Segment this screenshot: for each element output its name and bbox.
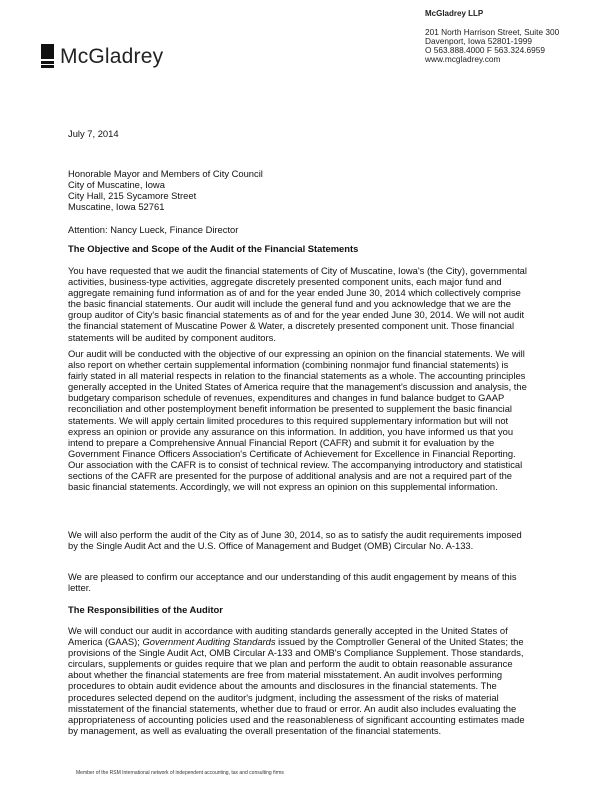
attention-line: Attention: Nancy Lueck, Finance Director — [68, 224, 239, 235]
text-line — [68, 636, 566, 647]
text-line: sections of the CAFR are presented for the purpose of additional analysis and are not a required part of the — [68, 470, 513, 482]
letter-date: July 7, 2014 — [68, 128, 119, 139]
text-line: also report on whether certain supplemental information (combining nonmajor fund financial statements) is — [68, 359, 509, 371]
text-line: statements will be audited by component auditors. — [68, 331, 276, 343]
recipient-line: City of Muscatine, Iowa — [68, 179, 165, 191]
text-segment: America (GAAS); — [68, 636, 143, 648]
paragraph — [68, 265, 566, 343]
text-line: We will conduct our audit in accordance with auditing standards generally accepted in the United States of — [68, 625, 508, 636]
paragraph — [68, 571, 566, 593]
text-line: statements. We will apply certain limited procedures to this required supplementary information but will not — [68, 414, 509, 426]
text-line: procedures selected depend on the auditor's judgment, including the assessment of the risks of material — [68, 691, 499, 703]
recipient-line: City Hall, 215 Sycamore Street — [68, 190, 197, 202]
text-line: fairly stated in all material respects in relation to the financial statements as a whole. The accounting principles — [68, 370, 526, 382]
text-line: procedures to obtain audit evidence about the amounts and disclosures in the financial statements. The — [68, 680, 497, 692]
recipient-line: Muscatine, Iowa 52761 — [68, 201, 165, 213]
text-line: misstatement of the financial statements, whether due to fraud or error. An audit also includes evaluating the — [68, 702, 517, 714]
firm-name: McGladrey LLP — [425, 9, 484, 18]
text-line: by management, as well as evaluating the overall presentation of the financial statements. — [68, 724, 442, 736]
address-line: Davenport, Iowa 52801-1999 — [425, 36, 533, 46]
text-line: reconciliation and other postemployment benefit information be presented to supplement the basic financial — [68, 403, 513, 415]
paragraph — [68, 529, 566, 551]
text-line: We are pleased to confirm our acceptance and our understanding of this audit engagement by means of this — [68, 571, 517, 582]
text-line: Our audit will be conducted with the objective of our expressing an opinion on the financial statements. We will — [68, 348, 525, 359]
text-line: appropriateness of accounting policies used and the reasonableness of significant accounting estimates made — [68, 713, 525, 725]
logo-text: McGladrey — [60, 45, 164, 68]
text-line: basic financial statements. Accordingly, we will not express an opinion on this supplemental information. — [68, 481, 498, 493]
section-heading-responsibilities: The Responsibilities of the Auditor — [68, 604, 223, 615]
text-line: by the Single Audit Act and the U.S. Office of Management and Budget (OMB) Circular No. A-133. — [68, 540, 474, 552]
text-line: Our association with the CAFR is to consist of technical review. The accompanying introductory and statistical — [68, 458, 523, 470]
text-line: We will also perform the audit of the City as of June 30, 2014, so as to satisfy the audit requirements imposed — [68, 529, 522, 540]
italic-title: Government Auditing Standards — [142, 636, 276, 648]
text-line: aggregate remaining fund information as of and for the year ended June 30, 2014 which collectively comprise — [68, 287, 521, 299]
text-line: express an opinion or provide any assurance on this information. In addition, you have informed us that you — [68, 425, 514, 437]
text-line: the basic financial statements. Our audit will include the general fund and you acknowledge that we are the — [68, 298, 511, 310]
recipient-line: Honorable Mayor and Members of City Council — [68, 168, 263, 179]
text-line: activities, business-type activities, aggregate discretely presented component units, each major fund and — [68, 276, 502, 288]
address-line: 201 North Harrison Street, Suite 300 — [425, 27, 560, 37]
text-line: provisions of the Single Audit Act, OMB Circular A-133 and OMB's Compliance Supplement. Those standards, — [68, 647, 524, 659]
firm-address — [425, 28, 559, 64]
logo-mark-icon — [41, 44, 54, 68]
text-line: about whether the financial statements are free from material misstatement. An audit involves performing — [68, 669, 503, 681]
paragraph — [68, 625, 566, 736]
text-line: Government Finance Officers Association's Certificate of Achievement for Excellence in Financial Reporting. — [68, 447, 516, 459]
phone-fax-line: O 563.888.4000 F 563.324.6959 — [425, 45, 545, 55]
text-line: intend to prepare a Comprehensive Annual Financial Report (CAFR) and submit it for evaluation by the — [68, 436, 495, 448]
text-line: budgetary comparison schedule of revenues, expenditures and changes in fund balance budget to GAAP — [68, 392, 505, 404]
text-line: generally accepted in the United States of America require that the management's discussion and analysis, the — [68, 381, 527, 393]
paragraph — [68, 348, 566, 492]
section-heading-objective: The Objective and Scope of the Audit of the Financial Statements — [68, 243, 359, 254]
website-link[interactable]: www.mcgladrey.com — [425, 54, 501, 64]
text-line: You have requested that we audit the financial statements of City of Muscatine, Iowa's (the City), governmental — [68, 265, 527, 276]
text-segment: issued by the Comptroller General of the United States; the — [275, 636, 524, 648]
text-line: letter. — [68, 582, 91, 594]
text-line: the financial statement of Muscatine Power & Water, a discretely presented component unit. Those financial — [68, 320, 515, 332]
text-line: group auditor of City's basic financial statements as of and for the year ended June 30, 2014. We will not audit — [68, 309, 525, 321]
recipient-block — [68, 168, 263, 212]
footer-note: Member of the RSM International network of independent accounting, tax and consulting firms — [76, 770, 284, 776]
text-line: circulars, supplements or guides require that we plan and perform the audit to obtain reasonable assurance — [68, 658, 513, 670]
mcgladrey-logo — [41, 44, 163, 68]
